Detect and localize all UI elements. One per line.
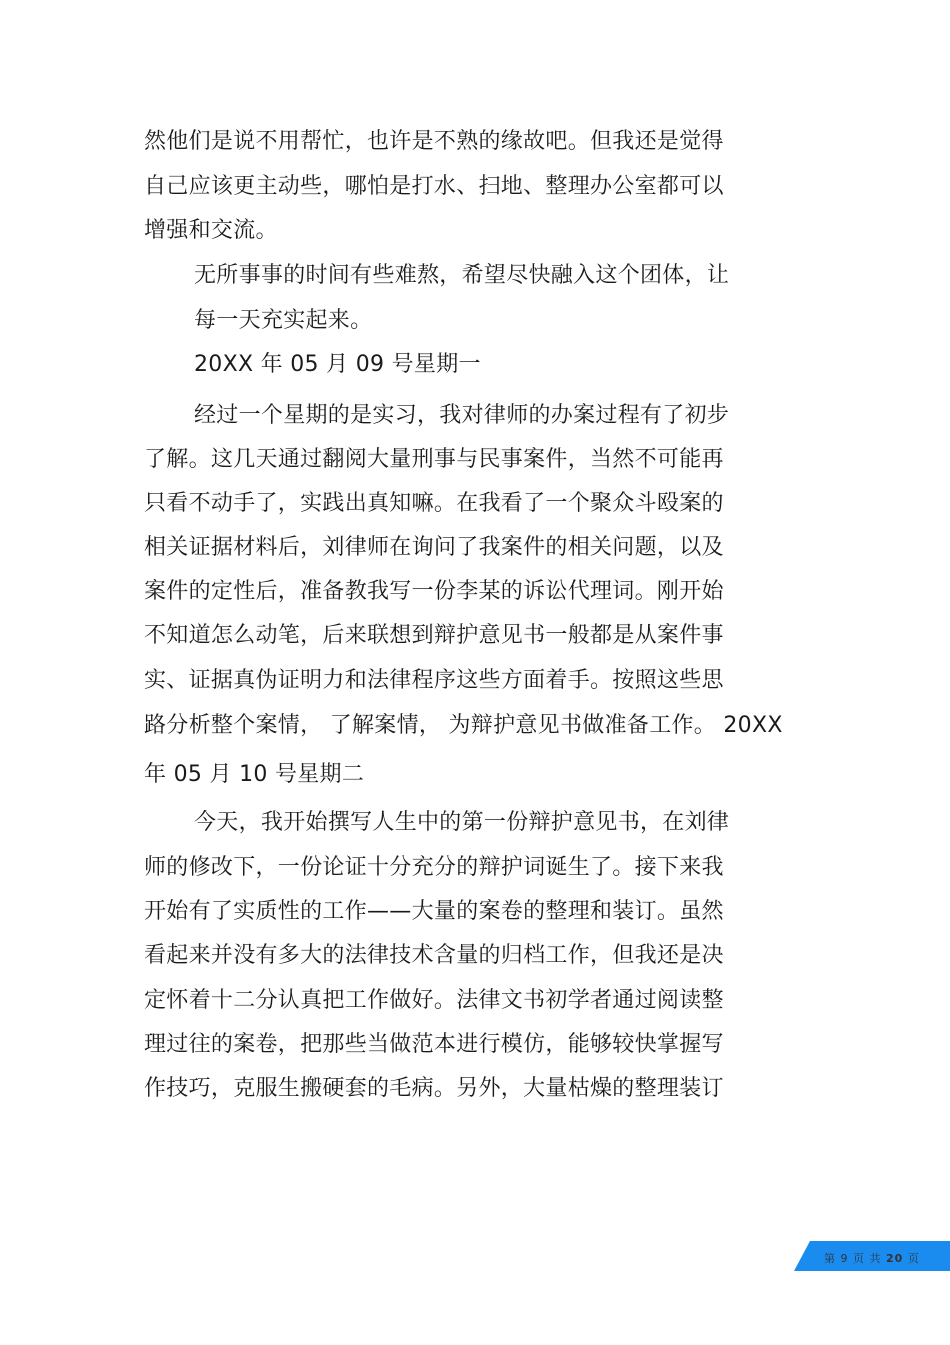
text-line: 开始有了实质性的工作——大量的案卷的整理和装订。虽然 <box>144 899 724 924</box>
text-line: 定怀着十二分认真把工作做好。法律文书初学者通过阅读整 <box>144 988 724 1013</box>
text-line: 路分析整个案情， 了解案情， 为辩护意见书做准备工作。 20XX <box>144 713 783 738</box>
text-line: 实、证据真伪证明力和法律程序这些方面着手。按照这些思 <box>144 668 724 693</box>
text-line: 今天，我开始撰写人生中的第一份辩护意见书，在刘律 <box>194 810 730 835</box>
text-line: 师的修改下，一份论证十分充分的辩护词诞生了。接下来我 <box>144 855 724 880</box>
page-number-footer <box>794 1241 950 1271</box>
text-line: 自己应该更主动些，哪怕是打水、扫地、整理办公室都可以 <box>144 174 724 199</box>
text-line: 每一天充实起来。 <box>194 308 373 333</box>
text-line: 然他们是说不用帮忙，也许是不熟的缘故吧。但我还是觉得 <box>144 129 724 154</box>
text-line: 案件的定性后，准备教我写一份李某的诉讼代理词。刚开始 <box>144 579 724 604</box>
text-line: 相关证据材料后，刘律师在询问了我案件的相关问题，以及 <box>144 535 724 560</box>
text-line: 了解。这几天通过翻阅大量刑事与民事案件，当然不可能再 <box>144 447 724 472</box>
text-line: 经过一个星期的是实习，我对律师的办案过程有了初步 <box>194 403 730 428</box>
text-line: 理过往的案卷，把那些当做范本进行模仿，能够较快掌握写 <box>144 1032 724 1057</box>
date-heading: 年 05 月 10 号星期二 <box>144 762 365 787</box>
date-heading: 20XX 年 05 月 09 号星期一 <box>194 352 481 377</box>
text-line: 作技巧，克服生搬硬套的毛病。另外，大量枯燥的整理装订 <box>144 1076 724 1101</box>
text-line: 不知道怎么动笔，后来联想到辩护意见书一般都是从案件事 <box>144 623 724 648</box>
text-line: 看起来并没有多大的法律技术含量的归档工作，但我还是决 <box>144 943 724 968</box>
text-line: 增强和交流。 <box>144 218 278 243</box>
text-line: 只看不动手了，实践出真知嘛。在我看了一个聚众斗殴案的 <box>144 491 724 516</box>
page-indicator: 第 9 页 共 20 页 <box>824 1252 920 1265</box>
text-line: 无所事事的时间有些难熬，希望尽快融入这个团体，让 <box>194 263 730 288</box>
